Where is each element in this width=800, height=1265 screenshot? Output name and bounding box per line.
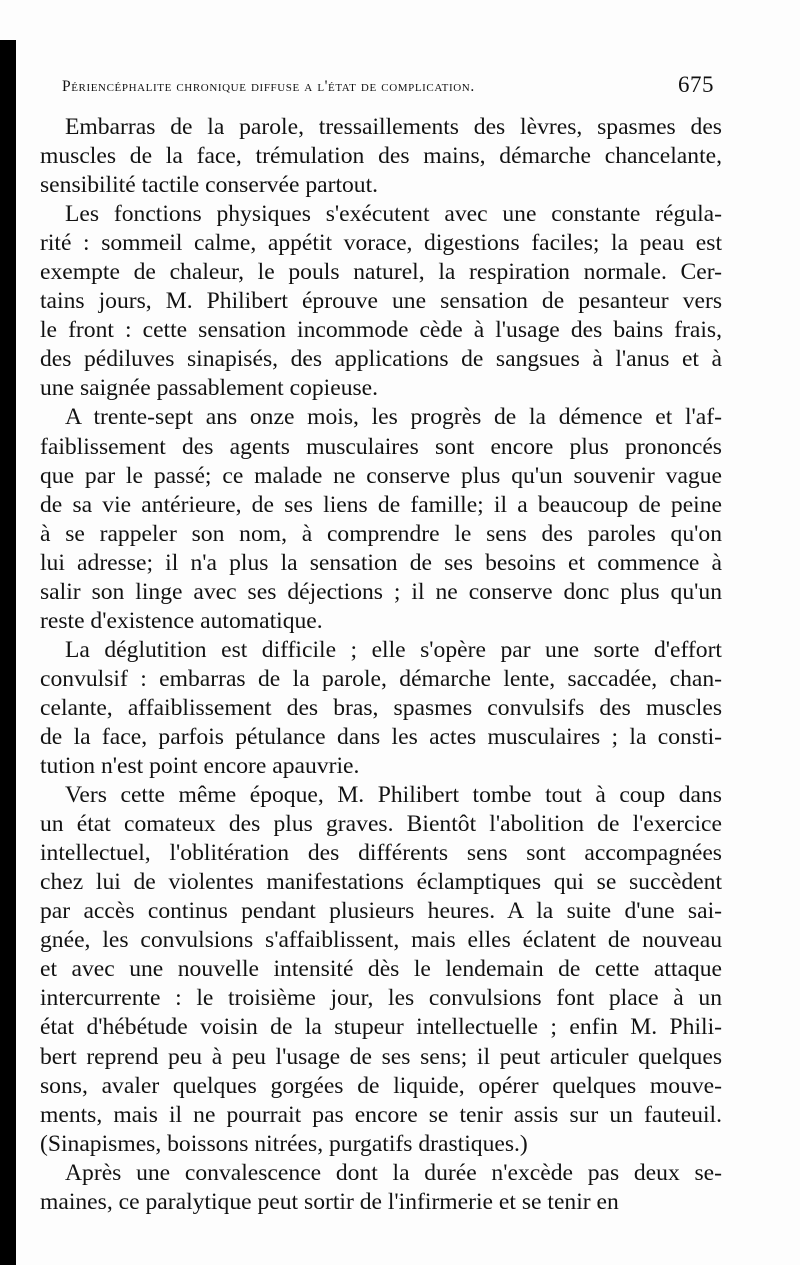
body-text bbox=[40, 113, 722, 1217]
text-line: que par le passé; ce malade ne conserve plus qu'un souvenir vague bbox=[40, 462, 722, 489]
text-line: A trente-sept ans onze mois, les progrès de la démence et l'af- bbox=[65, 404, 722, 431]
running-title: Périencéphalite chronique diffuse a l'état de complication. bbox=[62, 78, 475, 95]
text-line: muscles de la face, trémulation des mains, démarche chancelante, bbox=[40, 143, 722, 170]
text-line: sensibilité tactile conservée partout. bbox=[40, 172, 379, 199]
paragraph bbox=[40, 1159, 722, 1217]
text-line: de sa vie antérieure, de ses liens de famille; il a beaucoup de peine bbox=[40, 491, 722, 518]
text-line: par accès continus pendant plusieurs heures. A la suite d'une sai- bbox=[40, 898, 722, 925]
text-line: à se rappeler son nom, à comprendre le sens des paroles qu'on bbox=[40, 520, 722, 547]
page-number: 675 bbox=[678, 72, 714, 97]
text-line: salir son linge avec ses déjections ; il ne conserve donc plus qu'un bbox=[40, 578, 722, 605]
text-line: un état comateux des plus graves. Bientôt l'abolition de l'exercice bbox=[40, 811, 722, 838]
text-line: (Sinapismes, boissons nitrées, purgatifs drastiques.) bbox=[40, 1130, 528, 1157]
text-line: des pédiluves sinapisés, des applications de sangsues à l'anus et à bbox=[40, 346, 722, 373]
text-line: exempte de chaleur, le pouls naturel, la respiration normale. Cer- bbox=[40, 259, 722, 286]
paragraph bbox=[40, 403, 722, 635]
text-line: La déglutition est difficile ; elle s'opère par une sorte d'effort bbox=[65, 636, 722, 663]
scan-edge-shadow bbox=[0, 40, 16, 1265]
text-line: Après une convalescence dont la durée n'excède pas deux se- bbox=[65, 1159, 722, 1186]
paragraph bbox=[40, 636, 722, 781]
text-line: Vers cette même époque, M. Philibert tombe tout à coup dans bbox=[65, 782, 722, 809]
text-line: maines, ce paralytique peut sortir de l'infirmerie et se tenir en bbox=[40, 1188, 619, 1215]
text-line: Embarras de la parole, tressaillements des lèvres, spasmes des bbox=[65, 114, 722, 140]
text-line: et avec une nouvelle intensité dès le lendemain de cette attaque bbox=[40, 956, 722, 983]
text-line: intercurrente : le troisième jour, les convulsions font place à un bbox=[40, 985, 722, 1012]
text-line: état d'hébétude voisin de la stupeur intellectuelle ; enfin M. Phili- bbox=[40, 1014, 722, 1041]
text-line: tains jours, M. Philibert éprouve une sensation de pesanteur vers bbox=[40, 288, 722, 315]
text-line: intellectuel, l'oblitération des différents sens sont accompagnées bbox=[40, 840, 722, 867]
text-line: faiblissement des agents musculaires sont encore plus prononcés bbox=[40, 433, 722, 460]
text-line: gnée, les convulsions s'affaiblissent, mais elles éclatent de nouveau bbox=[40, 927, 722, 954]
text-line: de la face, parfois pétulance dans les actes musculaires ; la consti- bbox=[40, 723, 722, 750]
text-line: reste d'existence automatique. bbox=[40, 607, 323, 634]
text-line: rité : sommeil calme, appétit vorace, digestions faciles; la peau est bbox=[40, 230, 722, 257]
paragraph bbox=[40, 781, 722, 1159]
text-line: convulsif : embarras de la parole, démarche lente, saccadée, chan- bbox=[40, 665, 722, 692]
text-line: lui adresse; il n'a plus la sensation de ses besoins et commence à bbox=[40, 549, 722, 576]
text-line: chez lui de violentes manifestations éclamptiques qui se succèdent bbox=[40, 869, 722, 896]
text-line: une saignée passablement copieuse. bbox=[40, 375, 379, 402]
text-line: bert reprend peu à peu l'usage de ses sens; il peut articuler quelques bbox=[40, 1043, 722, 1070]
text-line: sons, avaler quelques gorgées de liquide, opérer quelques mouve- bbox=[40, 1072, 722, 1099]
paragraph bbox=[40, 113, 722, 200]
text-line: tution n'est point encore apauvrie. bbox=[40, 753, 360, 780]
text-line: ments, mais il ne pourrait pas encore se tenir assis sur un fauteuil. bbox=[40, 1101, 722, 1128]
text-line: le front : cette sensation incommode cède à l'usage des bains frais, bbox=[40, 317, 722, 344]
text-line: Les fonctions physiques s'exécutent avec une constante régula- bbox=[65, 201, 722, 228]
page-header bbox=[62, 72, 722, 102]
text-line: celante, affaiblissement des bras, spasmes convulsifs des muscles bbox=[40, 694, 722, 721]
paragraph bbox=[40, 200, 722, 403]
